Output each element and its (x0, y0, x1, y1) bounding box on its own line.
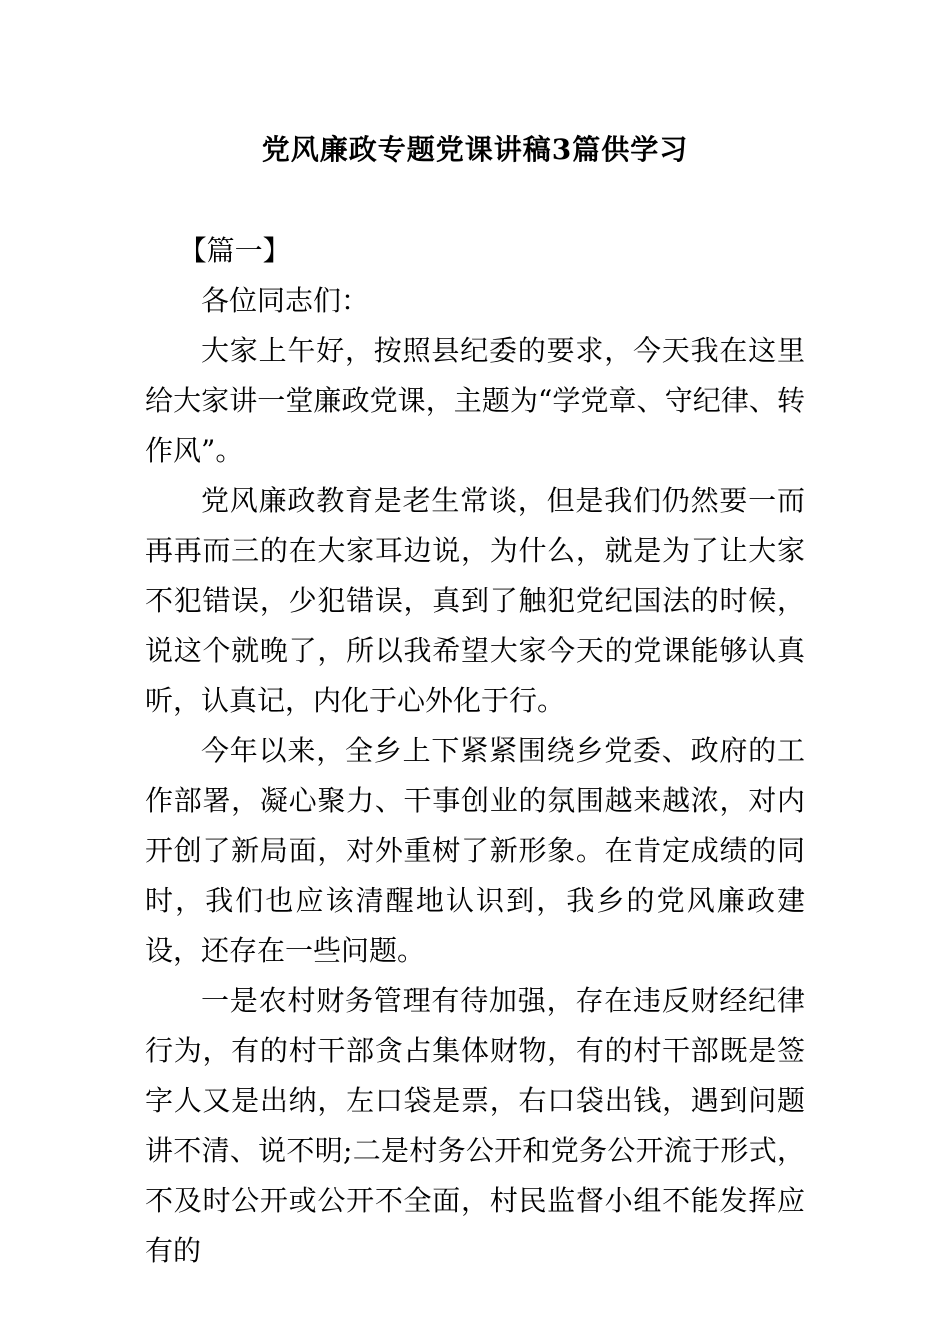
paragraph: 今年以来，全乡上下紧紧围绕乡党委、政府的工作部署，凝心聚力、干事创业的氛围越来越浓，对内开创了新局面，对外重树了新形象。在肯定成绩的同时，我们也应该清醒地认识到，我乡的党风廉政建设，还存在一些问题。 (145, 734, 805, 967)
paragraph: 大家上午好，按照县纪委的要求，今天我在这里给大家讲一堂廉政党课，主题为“学党章、守纪律、转作风”。 (145, 334, 805, 467)
document-title: 党风廉政专题党课讲稿3篇供学习 (261, 133, 689, 166)
salutation: 各位同志们： (201, 284, 370, 317)
paragraph: 党风廉政教育是老生常谈，但是我们仍然要一而再再而三的在大家耳边说，为什么，就是为了让大家不犯错误，少犯错误，真到了触犯党纪国法的时候，说这个就晚了，所以我希望大家今天的党课能够认真听，认真记，内化于心外化于行。 (145, 484, 805, 717)
document-body (145, 226, 805, 1276)
section-heading: 【篇一】 (178, 234, 291, 267)
paragraph: 一是农村财务管理有待加强，存在违反财经纪律行为，有的村干部贪占集体财物，有的村干部既是签字人又是出纳，左口袋是票，右口袋出钱，遇到问题讲不清、说不明;二是村务公开和党务公开流于形式，不及时公开或公开不全面，村民监督小组不能发挥应有的 (145, 984, 805, 1267)
